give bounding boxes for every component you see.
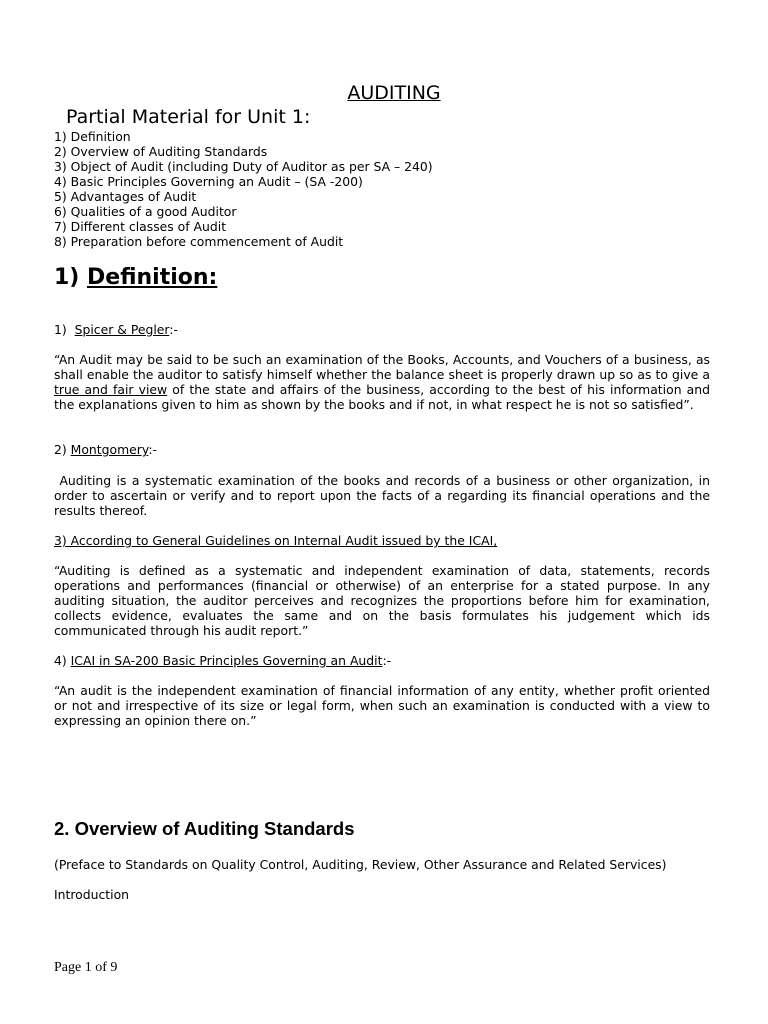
definition-1-prefix: 1) — [54, 322, 75, 337]
toc-item: 3) Object of Audit (including Duty of Auditor as per SA – 240) — [54, 159, 433, 174]
section-2-preface: (Preface to Standards on Quality Control, Auditing, Review, Other Assurance and Related Services) — [54, 857, 667, 872]
definition-1-quote-start: “An Audit may be said to be such an examination of the Books, Accounts, and Vouchers of a business, as shall enable the auditor to satisfy himself whether the balance sheet is properly drawn up so as to give a — [54, 352, 710, 382]
definition-3-text: “Auditing is defined as a systematic and independent examination of data, statements, records operations and performances (financial or otherwise) of an enterprise for a stated purpose. In any auditing situation, the auditor perceives and recognizes the proportions before him for examination, collects evidence, evaluates the same and on the basis formulates his judgement which ids communicated through his audit report.” — [54, 563, 710, 638]
definition-1-suffix: :- — [169, 322, 178, 337]
definition-1-quote — [54, 352, 710, 412]
toc-item: 6) Qualities of a good Auditor — [54, 204, 237, 219]
table-of-contents — [54, 129, 433, 249]
section-1-number: 1) — [54, 265, 88, 290]
definition-2-prefix: 2) — [54, 442, 71, 457]
toc-item: 5) Advantages of Audit — [54, 189, 197, 204]
definition-1-quote-emphasis: true and fair view — [54, 382, 168, 397]
definition-4-text: “An audit is the independent examination of financial information of any entity, whether profit oriented or not and irrespective of its size or legal form, when such an examination is conducted with a view to expressing an opinion there on.” — [54, 683, 710, 728]
definition-4-label — [54, 653, 710, 668]
page-number: Page 1 of 9 — [54, 960, 118, 975]
definition-3-heading: 3) According to General Guidelines on Internal Audit issued by the ICAI, — [54, 533, 498, 548]
document-title: AUDITING — [347, 82, 441, 104]
document-subtitle: Partial Material for Unit 1: — [66, 106, 311, 128]
toc-item: 7) Different classes of Audit — [54, 219, 227, 234]
section-1-heading — [54, 265, 217, 291]
section-1-title: Definition: — [87, 265, 218, 290]
toc-item: 2) Overview of Auditing Standards — [54, 144, 268, 159]
definition-2-label — [54, 442, 710, 457]
definition-2-text: Auditing is a systematic examination of the books and records of a business or other organization, in order to ascertain or verify and to report upon the facts of a regarding its financial operations and the results thereof. — [54, 473, 714, 518]
definition-4-suffix: :- — [382, 653, 392, 668]
definition-2-author: Montgomery — [70, 442, 149, 457]
definition-2-suffix: :- — [148, 442, 157, 457]
definition-1-quote-end: of the state and affairs of the business, according to the best of his information and the explanations given to him as shown by the books and if not, in what respect he is not so satisfied”. — [54, 382, 710, 412]
definition-1-author: Spicer & Pegler — [74, 322, 170, 337]
toc-item: 4) Basic Principles Governing an Audit – (SA -200) — [54, 174, 363, 189]
section-2-heading: 2. Overview of Auditing Standards — [54, 818, 355, 839]
definition-4-author: ICAI in SA-200 Basic Principles Governing an Audit — [70, 653, 383, 668]
toc-item: 8) Preparation before commencement of Audit — [54, 234, 344, 249]
definition-1-label — [54, 322, 710, 337]
definition-4-prefix: 4) — [54, 653, 71, 668]
toc-item: 1) Definition — [54, 129, 131, 144]
section-2-intro: Introduction — [54, 887, 130, 902]
